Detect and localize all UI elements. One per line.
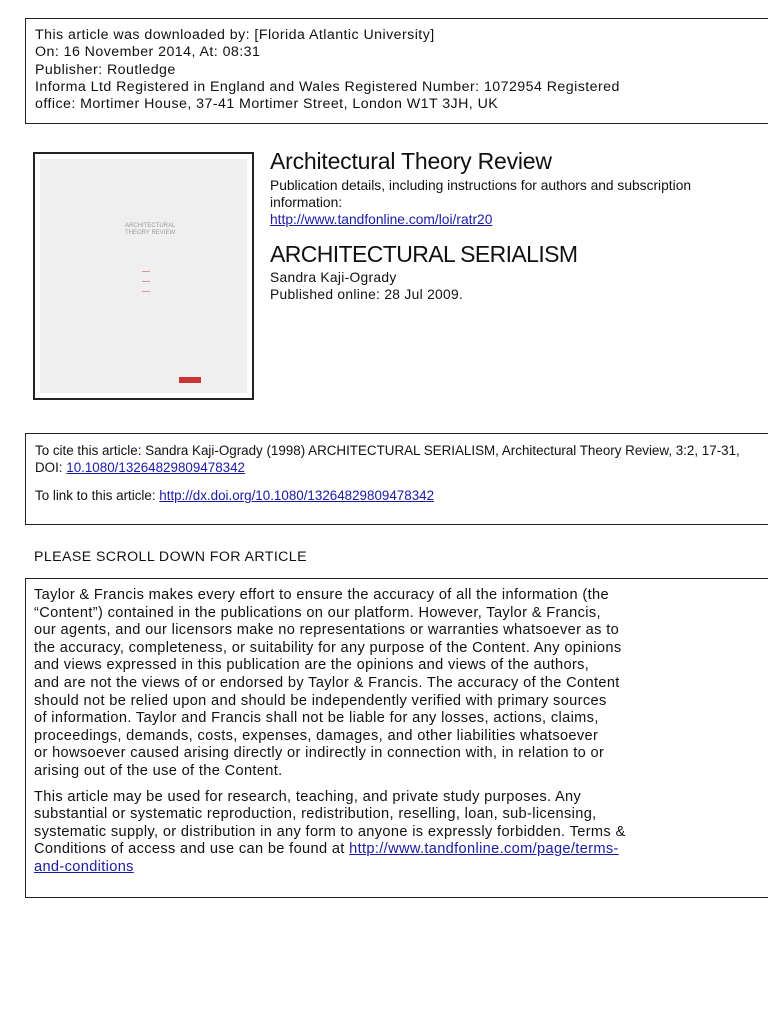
publication-details: Publication details, including instructions for authors and subscription information: bbox=[270, 178, 692, 210]
disclaimer-paragraph: Taylor & Francis makes every effort to ensure the accuracy of all the information (the “Content”) contained in the publications on our platform. However, Taylor & Francis, our agents, and our licensors make no representations or warranties whatsoever as to the accuracy, completeness, or suitability for any purpose of the Content. Any opinions and views expressed in this publication are the opinions and views of the authors, and are not the views of or endorsed by Taylor & Francis. The accuracy of the Content should not be relied upon and should be independently verified with primary sources of information. Taylor and Francis shall not be liable for any losses, actions, claims, proceedings, demands, costs, expenses, damages, and other liabilities whatsoever or howsoever caused arising directly or indirectly in connection with, in relation to or arising out of the use of the Content. bbox=[34, 587, 622, 779]
disclaimer-box bbox=[25, 578, 768, 898]
cover-title: ARCHITECTURAL THEORY REVIEW bbox=[125, 223, 176, 236]
link-label: To link to this article: bbox=[35, 488, 160, 503]
publisher-logo bbox=[179, 377, 201, 383]
cover-decoration bbox=[142, 281, 150, 282]
citation-prefix: To cite this article: Sandra Kaji-Ogrady (1998) ARCHITECTURAL SERIALISM, Architectural Theory Review, 3:2, 17-31, DOI: bbox=[35, 443, 740, 475]
download-notice-box bbox=[25, 18, 768, 124]
journal-url-link[interactable]: http://www.tandfonline.com/loi/ratr20 bbox=[270, 212, 493, 227]
article-doi-url-link[interactable]: http://dx.doi.org/10.1080/13264829809478342 bbox=[159, 488, 435, 503]
article-author: Sandra Kaji-Ogrady bbox=[270, 270, 397, 285]
cover-background bbox=[40, 159, 247, 393]
download-notice-line: On: 16 November 2014, At: 08:31 bbox=[35, 44, 261, 61]
published-date: Published online: 28 Jul 2009. bbox=[270, 287, 464, 302]
terms-conditions-link[interactable]: http://www.tandfonline.com/page/terms- and-conditions bbox=[34, 841, 619, 875]
article-link-line bbox=[35, 487, 768, 504]
download-notice-line: office: Mortimer House, 37-41 Mortimer Street, London W1T 3JH, UK bbox=[35, 96, 499, 113]
cover-decoration bbox=[142, 291, 150, 292]
citation-box bbox=[25, 433, 768, 525]
journal-info bbox=[270, 146, 760, 303]
citation-text bbox=[35, 442, 768, 476]
journal-cover-image bbox=[33, 152, 254, 400]
terms-paragraph bbox=[34, 789, 768, 877]
terms-text: This article may be used for research, teaching, and private study purposes. Any substantial or systematic reproduction, redistribution, reselling, loan, sub-licensing, systematic supply, or distribution in any form to anyone is expressly forbidden. Terms & Conditions of access and use can be found at bbox=[34, 788, 626, 858]
cover-decoration bbox=[142, 271, 150, 272]
doi-link[interactable]: 10.1080/13264829809478342 bbox=[66, 460, 245, 475]
article-title: ARCHITECTURAL SERIALISM bbox=[270, 241, 578, 267]
scroll-notice: PLEASE SCROLL DOWN FOR ARTICLE bbox=[34, 549, 307, 565]
download-notice-line: This article was downloaded by: [Florida Atlantic University] bbox=[35, 27, 435, 43]
journal-title: Architectural Theory Review bbox=[270, 148, 552, 174]
download-notice-line: Publisher: Routledge bbox=[35, 61, 176, 78]
download-notice-line: Informa Ltd Registered in England and Wales Registered Number: 1072954 Registered bbox=[35, 78, 620, 95]
